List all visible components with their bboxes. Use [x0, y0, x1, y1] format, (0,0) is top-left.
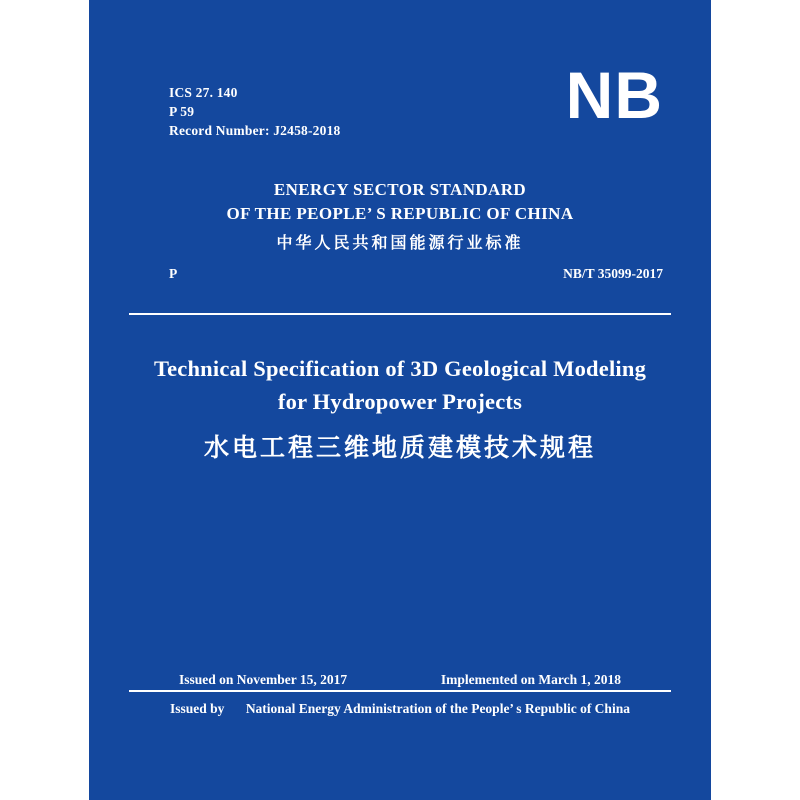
ics-code: ICS 27. 140: [169, 85, 238, 100]
standard-number: NB/T 35099-2017: [563, 266, 663, 281]
issuing-body-block: [89, 178, 711, 256]
classification-code: P 59: [169, 104, 195, 119]
title-chinese: 水电工程三维地质建模技术规程: [203, 433, 596, 462]
title-english-line-1: Technical Specification of 3D Geological Modeling: [153, 356, 647, 381]
divider-top: [129, 313, 671, 315]
standard-category-letter: P: [169, 266, 178, 281]
standard-cover: [89, 0, 711, 800]
issued-by-label: Issued by: [170, 701, 225, 716]
record-number: Record Number: J2458-2018: [169, 123, 341, 138]
divider-bottom: [129, 690, 671, 692]
standard-body-line-2: OF THE PEOPLE’ S REPUBLIC OF CHINA: [226, 204, 574, 223]
header-code-block: [169, 83, 340, 140]
issuer-organization: National Energy Administration of the People’ s Republic of China: [245, 701, 630, 716]
nb-logo: NB: [565, 58, 663, 132]
standard-body-line-chinese: 中华人民共和国能源行业标准: [276, 233, 524, 252]
issuer-row: [89, 701, 711, 717]
title-english-line-2: for Hydropower Projects: [277, 389, 523, 414]
issue-date: Issued on November 15, 2017: [179, 672, 348, 687]
implementation-date: Implemented on March 1, 2018: [440, 672, 621, 687]
standard-code-row: [169, 266, 663, 282]
dates-row: [179, 672, 621, 688]
document-title-block: [149, 352, 651, 468]
standard-body-line-1: ENERGY SECTOR STANDARD: [273, 180, 527, 199]
